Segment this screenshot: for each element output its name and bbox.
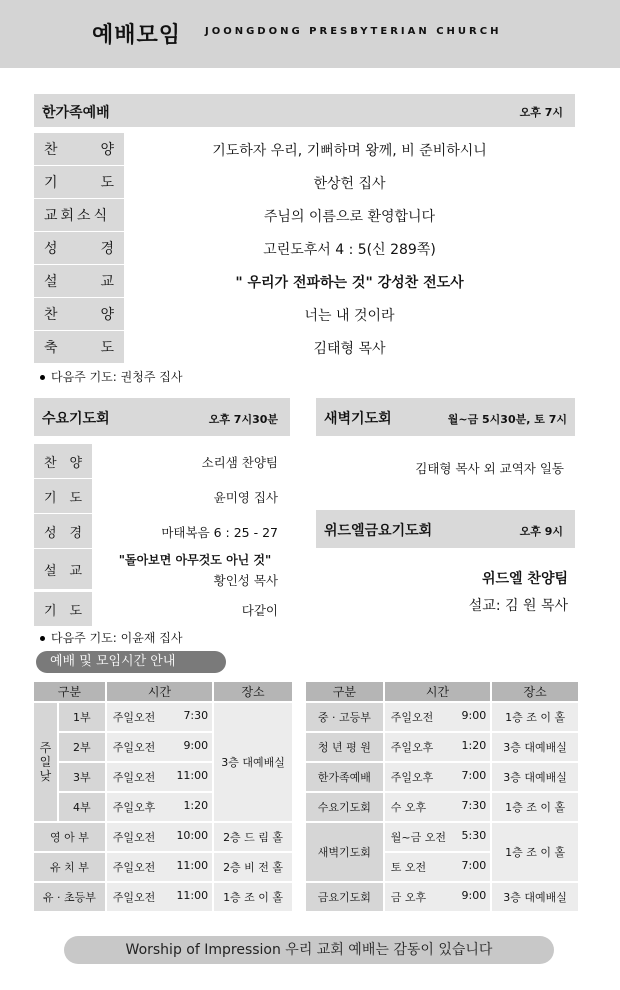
table-row: 한가족예배 주일오후 7:00 3층 대예배실	[306, 762, 579, 792]
wed-label-3: 성 경	[34, 514, 92, 548]
family-worship-title: 한가족예배	[42, 105, 110, 121]
fw-next-prayer: 다음주 기도: 권청주 집사	[40, 368, 182, 385]
fw-text-7: 김태형 목사	[313, 341, 386, 357]
table-row: 4부 주일오후 1:20	[34, 792, 293, 822]
table-row: 주일낮 1부 주일오전 7:30 3층 대예배실	[34, 702, 293, 732]
wednesday-header	[34, 398, 290, 436]
wednesday-time: 오후 7시30분	[208, 413, 278, 426]
wed-label-1: 찬 양	[34, 444, 92, 478]
table-row: 2부 주일오전 9:00	[34, 732, 293, 762]
fw-label-5: 설 교	[34, 265, 124, 297]
table-row: 토 오전 7:00	[306, 852, 579, 882]
schedule-guide-label: 예배 및 모임시간 안내	[36, 651, 226, 673]
wed-text-4b: 황인성 목사	[213, 573, 278, 588]
family-worship-header	[34, 94, 575, 127]
wed-text-5: 다같이	[241, 603, 278, 618]
fw-label-6: 찬 양	[34, 298, 124, 330]
fw-text-6: 너는 내 것이라	[304, 308, 395, 324]
fw-text-3: 주님의 이름으로 환영합니다	[263, 209, 436, 225]
table-row: 금요기도회 금 오후 9:00 3층 대예배실	[306, 882, 579, 912]
page-title: 예배모임	[92, 23, 182, 48]
table-row: 새벽기도회 월~금 오전 5:30 1층 조 이 홀	[306, 822, 579, 852]
wed-text-2: 윤미영 집사	[213, 490, 278, 505]
sunday-label: 주일낮	[34, 702, 58, 822]
dawn-time: 월~금 5시30분, 토 7시	[447, 413, 567, 426]
table-row: 영 아 부 주일오전 10:00 2층 드 림 홀	[34, 822, 293, 852]
dawn-header	[316, 398, 575, 436]
fw-label-2: 기 도	[34, 166, 124, 198]
table-row: 수요기도회 수 오후 7:30 1층 조 이 홀	[306, 792, 579, 822]
friday-header	[316, 510, 575, 548]
col-header-time-right: 시간	[384, 682, 492, 702]
dawn-text: 김태형 목사 외 교역자 일동	[415, 461, 564, 476]
col-header-time: 시간	[106, 682, 213, 702]
wed-text-1: 소리샘 찬양팀	[201, 455, 278, 470]
fw-text-2: 한상헌 집사	[313, 176, 386, 192]
col-header-place: 장소	[213, 682, 293, 702]
dawn-title: 새벽기도회	[324, 411, 392, 427]
wednesday-title: 수요기도회	[42, 411, 110, 427]
page-subtitle: JOONGDONG PRESBYTERIAN CHURCH	[205, 26, 502, 37]
table-row: 청 년 평 원 주일오후 1:20 3층 대예배실	[306, 732, 579, 762]
wed-label-5: 기 도	[34, 592, 92, 626]
table-row: 중 · 고등부 주일오전 9:00 1층 조 이 홀	[306, 702, 579, 732]
fw-label-3: 교회소식	[34, 199, 124, 231]
wed-next-prayer: 다음주 기도: 이윤재 집사	[40, 629, 182, 646]
friday-team: 위드엘 찬양팀	[481, 571, 568, 587]
table-row: 유 치 부 주일오전 11:00 2층 비 전 홀	[34, 852, 293, 882]
wed-text-4a: "돌아보면 아무것도 아닌 것"	[118, 553, 272, 567]
family-worship-time: 오후 7시	[519, 106, 563, 119]
col-header-place-right: 장소	[491, 682, 579, 702]
page-header	[0, 0, 620, 68]
schedule-table-right	[306, 682, 580, 913]
fw-label-4: 성 경	[34, 232, 124, 264]
sunday-place: 3층 대예배실	[213, 702, 293, 822]
fw-text-5: " 우리가 전파하는 것" 강성찬 전도사	[235, 275, 464, 291]
col-header-category: 구분	[34, 682, 106, 702]
friday-title: 위드엘금요기도회	[324, 523, 433, 539]
wed-label-4: 설 교	[34, 549, 92, 589]
table-row: 3부 주일오전 11:00	[34, 762, 293, 792]
table-row: 유 · 초등부 주일오전 11:00 1층 조 이 홀	[34, 882, 293, 912]
wed-label-2: 기 도	[34, 479, 92, 513]
friday-sermon: 설교: 김 원 목사	[468, 598, 568, 614]
schedule-table-left	[34, 682, 294, 913]
footer-banner: Worship of Impression 우리 교회 예배는 감동이 있습니다	[64, 936, 554, 964]
col-header-category-right: 구분	[306, 682, 384, 702]
fw-label-1: 찬 양	[34, 133, 124, 165]
friday-time: 오후 9시	[519, 525, 563, 538]
fw-text-1: 기도하자 우리, 기뻐하며 왕께, 비 준비하시니	[212, 143, 487, 159]
wed-text-3: 마태복음 6 : 25 - 27	[161, 525, 278, 540]
fw-label-7: 축 도	[34, 331, 124, 363]
fw-text-4: 고린도후서 4 : 5(신 289쪽)	[263, 242, 436, 258]
